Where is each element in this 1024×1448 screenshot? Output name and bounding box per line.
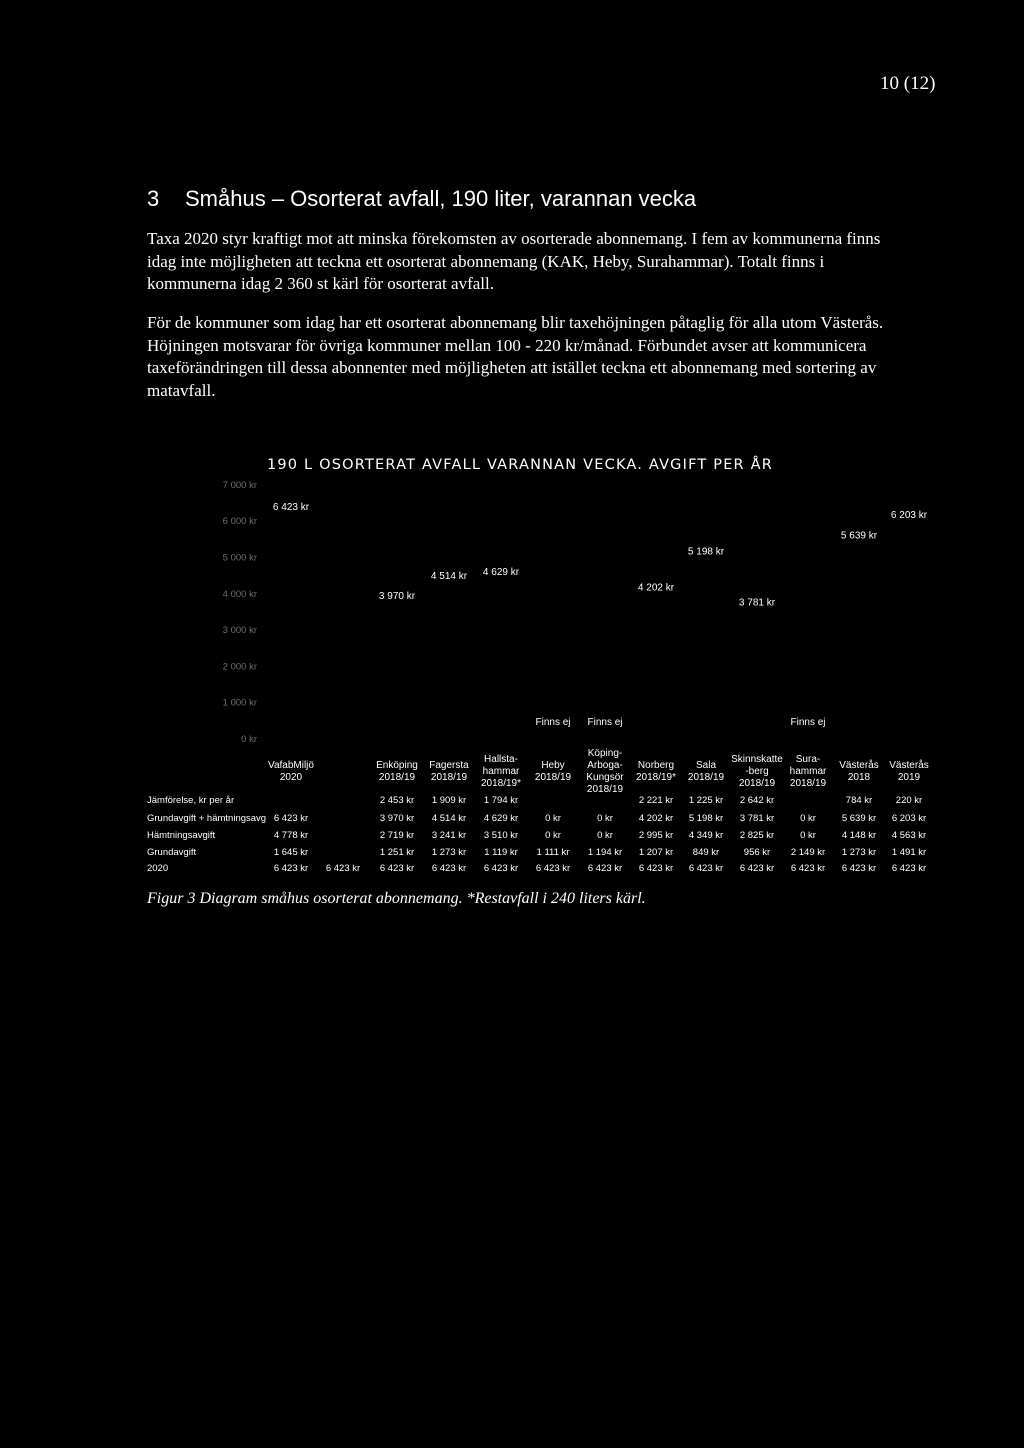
table-cell: 6 423 kr — [431, 863, 467, 874]
table-cell: 4 629 kr — [483, 813, 519, 824]
category-label: hammar — [482, 766, 520, 777]
table-cell: 5 198 kr — [688, 813, 724, 824]
paragraph-intro: Taxa 2020 styr kraftigt mot att minska förekomsten av osorterade abonnemang. I fem av kommunerna finns idag inte möjligheten att teckna ett osorterat abonnemang (KAK, Heby, Surahammar). Totalt finns i kommunerna idag 2 360 st kärl för osorterat avfall. — [147, 229, 881, 293]
table-cell: 6 423 kr — [739, 863, 775, 874]
category-label: 2018/19* — [635, 772, 677, 783]
fee-chart — [0, 440, 1024, 880]
category-label: Västerås — [889, 760, 929, 771]
category-label: 2018/19 — [378, 772, 416, 783]
table-cell: 2 995 kr — [638, 830, 674, 841]
data-label: 3 781 kr — [738, 597, 776, 609]
category-label: -berg — [745, 766, 769, 777]
table-cell: 1 225 kr — [688, 795, 724, 806]
y-tick-label: 0 kr — [241, 734, 257, 745]
table-cell: 4 563 kr — [891, 830, 927, 841]
table-cell: 0 kr — [545, 830, 561, 841]
table-cell: 6 423 kr — [688, 863, 724, 874]
table-cell: 6 423 kr — [587, 863, 623, 874]
table-cell: 6 423 kr — [379, 863, 415, 874]
category-label: 2018/19 — [586, 784, 624, 795]
table-row-label: Grundavgift + hämtningsavg — [147, 813, 267, 824]
y-tick-label: 4 000 kr — [222, 588, 257, 600]
figure-caption: Figur 3 Diagram småhus osorterat abonnemang. *Restavfall i 240 liters kärl. — [147, 890, 646, 907]
table-cell: 6 423 kr — [325, 863, 361, 874]
category-label: Sura- — [795, 754, 821, 765]
table-cell: 1 645 kr — [273, 847, 309, 858]
table-row-label: Grundavgift — [147, 847, 197, 858]
category-label: hammar — [789, 766, 827, 777]
table-cell: 1 207 kr — [638, 847, 674, 858]
category-label: Hallsta- — [484, 754, 518, 765]
data-label: 4 629 kr — [482, 566, 520, 578]
category-label: Sala — [695, 760, 717, 771]
table-cell: 0 kr — [597, 813, 613, 824]
category-label: 2020 — [279, 772, 303, 783]
not-available-label: Finns ej — [790, 717, 826, 728]
table-cell: 0 kr — [800, 813, 816, 824]
table-cell: 2 221 kr — [638, 795, 674, 806]
category-label: Köping- — [587, 748, 623, 759]
table-cell: 6 423 kr — [535, 863, 571, 874]
table-cell: 849 kr — [692, 847, 720, 858]
category-label: Enköping — [376, 760, 418, 771]
y-tick-label: 5 000 kr — [222, 552, 257, 564]
category-label: 2018 — [847, 772, 871, 783]
section-number: 3 — [147, 186, 160, 211]
category-label: Kungsör — [586, 772, 624, 783]
category-label: Fagersta — [429, 760, 469, 771]
table-cell: 2 453 kr — [379, 795, 415, 806]
category-label: Arboga- — [587, 760, 623, 771]
category-label: 2018/19 — [430, 772, 468, 783]
table-cell: 1 273 kr — [431, 847, 467, 858]
table-cell: 4 349 kr — [688, 830, 724, 841]
category-label: Norberg — [637, 760, 675, 771]
table-row-label: Hämtningsavgift — [147, 830, 216, 841]
category-label: 2018/19 — [789, 778, 827, 789]
table-cell: 1 251 kr — [379, 847, 415, 858]
section-heading — [147, 186, 696, 212]
paragraph-increase: För de kommuner som idag har ett osorterat abonnemang blir taxehöjningen påtaglig för alla utom Västerås. Höjningen motsvarar för övriga kommuner mellan 100 - 220 kr/månad. Förbundet avser att kommunicera taxeförändringen till dessa abonnenter med möjligheten att istället teckna ett abonnemang med sortering av matavfall. — [147, 313, 884, 400]
table-cell: 6 203 kr — [891, 813, 927, 824]
table-cell: 3 781 kr — [739, 813, 775, 824]
data-label: 4 202 kr — [637, 582, 675, 594]
table-cell: 6 423 kr — [841, 863, 877, 874]
y-tick-label: 2 000 kr — [222, 661, 257, 673]
table-cell: 6 423 kr — [273, 863, 309, 874]
category-label: Västerås — [839, 760, 879, 771]
table-cell: 3 241 kr — [431, 830, 467, 841]
not-available-label: Finns ej — [535, 717, 571, 728]
y-tick-label: 1 000 kr — [222, 697, 257, 709]
category-label: Skinnskatte — [731, 754, 783, 765]
table-cell: 2 642 kr — [739, 795, 775, 806]
table-cell: 1 119 kr — [484, 847, 518, 858]
y-tick-label: 3 000 kr — [222, 625, 257, 637]
table-cell: 0 kr — [545, 813, 561, 824]
table-cell: 3 970 kr — [379, 813, 415, 824]
table-cell: 6 423 kr — [273, 813, 309, 824]
table-cell: 4 202 kr — [638, 813, 674, 824]
y-tick-label: 7 000 kr — [222, 479, 257, 491]
table-cell: 0 kr — [800, 830, 816, 841]
category-label: 2018/19 — [534, 772, 572, 783]
category-label: 2018/19 — [738, 778, 776, 789]
table-cell: 6 423 kr — [483, 863, 519, 874]
not-available-label: Finns ej — [587, 717, 623, 728]
chart-title: 190 L OSORTERAT AVFALL VARANNAN VECKA. AVGIFT PER ÅR — [266, 457, 774, 473]
table-cell: 4 148 kr — [841, 830, 877, 841]
table-cell: 6 423 kr — [790, 863, 826, 874]
table-cell: 2 719 kr — [379, 830, 415, 841]
table-cell: 956 kr — [743, 847, 771, 858]
table-cell: 4 514 kr — [431, 813, 467, 824]
data-label: 6 423 kr — [272, 501, 310, 513]
table-cell: 2 149 kr — [790, 847, 826, 858]
table-cell: 4 778 kr — [273, 830, 309, 841]
table-cell: 6 423 kr — [638, 863, 674, 874]
table-cell: 1 794 kr — [483, 795, 519, 806]
data-label: 4 514 kr — [430, 571, 468, 583]
data-label: 5 639 kr — [840, 530, 878, 542]
table-cell: 1 909 kr — [431, 795, 467, 806]
page-number: 10 (12) — [880, 73, 936, 94]
section-title: Småhus – Osorterat avfall, 190 liter, varannan vecka — [185, 186, 697, 211]
y-tick-label: 6 000 kr — [222, 516, 257, 528]
table-cell: 2 825 kr — [739, 830, 775, 841]
table-cell: 220 kr — [895, 795, 923, 806]
data-label: 3 970 kr — [378, 590, 416, 602]
table-row-label: 2020 — [147, 863, 169, 874]
table-cell: 1 491 kr — [891, 847, 927, 858]
category-label: VafabMiljö — [268, 760, 314, 771]
category-label: Heby — [541, 760, 565, 771]
table-cell: 784 kr — [845, 795, 873, 806]
table-cell: 5 639 kr — [841, 813, 877, 824]
category-label: 2018/19 — [687, 772, 725, 783]
table-cell: 1 111 kr — [536, 847, 570, 858]
table-cell: 1 273 kr — [841, 847, 877, 858]
data-label: 5 198 kr — [687, 546, 725, 558]
table-cell: 6 423 kr — [891, 863, 927, 874]
table-cell: 1 194 kr — [587, 847, 623, 858]
category-label: 2019 — [897, 772, 921, 783]
category-label: 2018/19* — [480, 778, 522, 789]
data-label: 6 203 kr — [890, 509, 928, 521]
table-row-label: Jämförelse, kr per år — [147, 795, 235, 806]
table-cell: 0 kr — [597, 830, 613, 841]
table-cell: 3 510 kr — [483, 830, 519, 841]
